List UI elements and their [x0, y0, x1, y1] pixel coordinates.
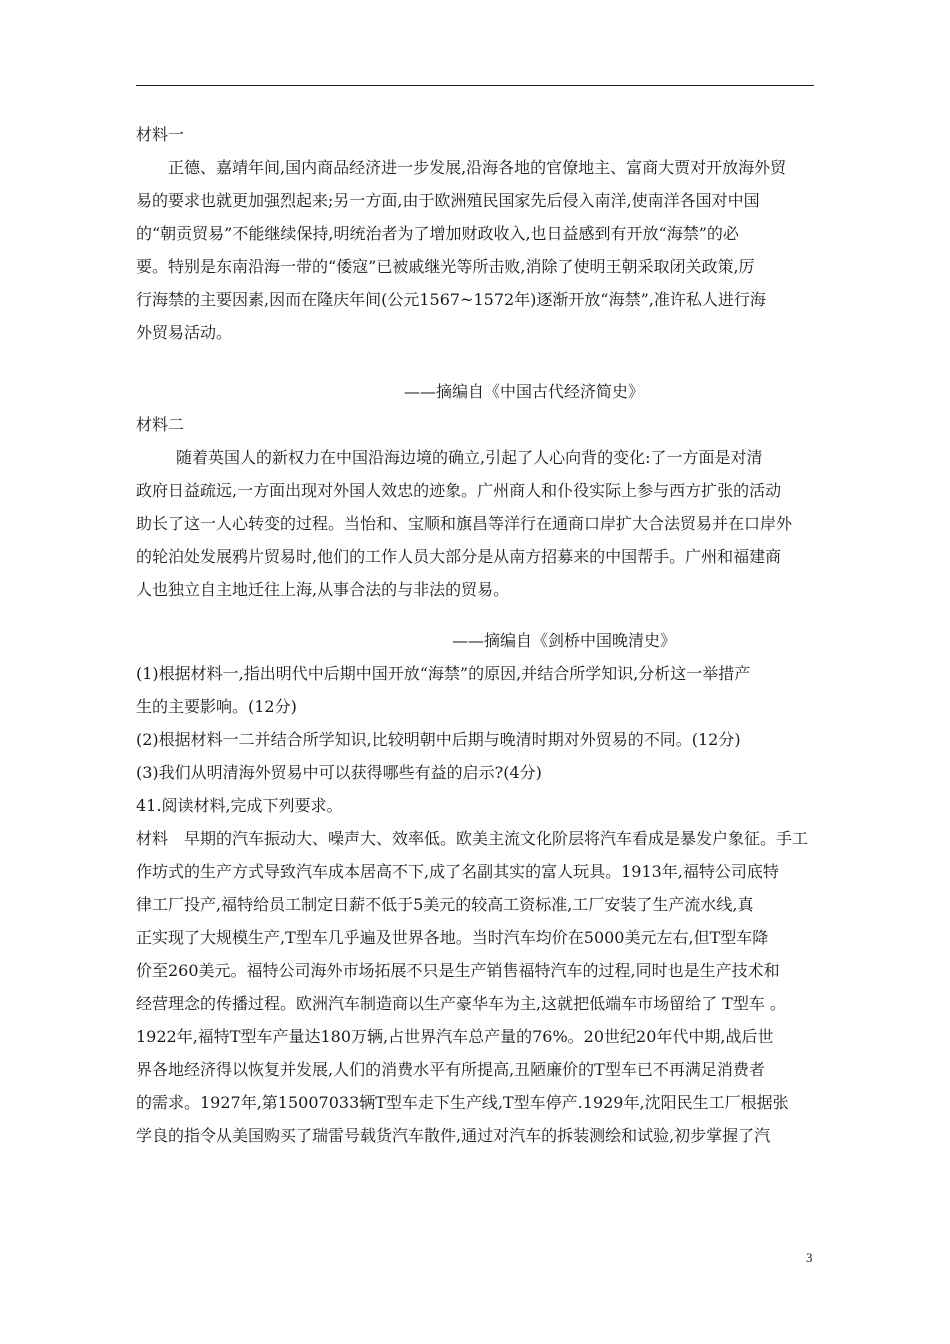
material-two-line: 的轮泊处发展鸦片贸易时,他们的工作人员大部分是从南方招募来的中国帮手。广州和福建商: [136, 547, 782, 566]
question-41-line: 材料 早期的汽车振动大、噪声大、效率低。欧美主流文化阶层将汽车看成是暴发户象征。手工: [136, 829, 809, 848]
material-two-source: ——摘编自《剑桥中国晚清史》: [452, 631, 677, 650]
material-two: [136, 408, 816, 606]
question-41-line: 律工厂投产,福特给员工制定日薪不低于5美元的较高工资标准,工厂安装了生产流水线,真: [136, 895, 754, 914]
question-line: (1)根据材料一,指出明代中后期中国开放“海禁”的原因,并结合所学知识,分析这一举措产: [136, 664, 751, 683]
question-41-line: 作坊式的生产方式导致汽车成本居高不下,成了名副其实的富人玩具。1913年,福特公司底特: [136, 862, 779, 881]
material-two-line: 助长了这一人心转变的过程。当怡和、宝顺和旗昌等洋行在通商口岸扩大合法贸易并在口岸外: [136, 514, 793, 533]
material-one-line: 外贸易活动。: [136, 323, 233, 342]
question-41: [136, 789, 816, 1152]
question-41-line: 正实现了大规模生产,T型车几乎遍及世界各地。当时汽车均价在5000美元左右,但T型车降: [136, 928, 769, 947]
material-one-line: 易的要求也就更加强烈起来;另一方面,由于欧洲殖民国家先后侵入南洋,使南洋各国对中国: [136, 191, 760, 210]
material-one: [136, 118, 816, 349]
material-two-line: 政府日益疏远,一方面出现对外国人效忠的迹象。广州商人和仆役实际上参与西方扩张的活动: [136, 481, 782, 500]
question-41-line: 界各地经济得以恢复并发展,人们的消费水平有所提高,丑陋廉价的T型车已不再满足消费者: [136, 1060, 765, 1079]
question-41-line: 的需求。1927年,第15007033辆T型车走下生产线,T型车停产.1929年,沈阳民生工厂根据张: [136, 1093, 789, 1112]
material-one-line: 的“朝贡贸易”不能继续保持,明统治者为了增加财政收入,也日益感到有开放“海禁”的必: [136, 224, 739, 243]
questions: [136, 657, 816, 789]
question-41-heading: 41.阅读材料,完成下列要求。: [136, 796, 343, 815]
question-line: 生的主要影响。(12分): [136, 697, 297, 716]
question-41-line: 学良的指令从美国购买了瑞雷号载货汽车散件,通过对汽车的拆装测绘和试验,初步掌握了汽: [136, 1126, 771, 1145]
question-41-line: 1922年,福特T型车产量达180万辆,占世界汽车总产量的76%。20世纪20年代中期,战后世: [136, 1027, 774, 1046]
page-number: 3: [806, 1250, 813, 1265]
material-one-line: 行海禁的主要因素,因而在隆庆年间(公元1567~1572年)逐渐开放“海禁”,准许私人进行海: [136, 290, 766, 309]
header-rule: [136, 85, 814, 86]
material-one-line: 正德、嘉靖年间,国内商品经济进一步发展,沿海各地的官僚地主、富商大贾对开放海外贸: [168, 158, 787, 177]
material-one-line: 要。特别是东南沿海一带的“倭寇”已被戚继光等所击败,消除了使明王朝采取闭关政策,厉: [136, 257, 755, 276]
question-41-line: 价至260美元。福特公司海外市场拓展不只是生产销售福特汽车的过程,同时也是生产技术和: [136, 961, 780, 980]
material-two-label: 材料二: [136, 415, 185, 434]
material-one-source: ——摘编自《中国古代经济简史》: [404, 382, 645, 401]
question-line: (3)我们从明清海外贸易中可以获得哪些有益的启示?(4分): [136, 763, 542, 782]
question-line: (2)根据材料一二并结合所学知识,比较明朝中后期与晚清时期对外贸易的不同。(12分): [136, 730, 741, 749]
question-41-line: 经营理念的传播过程。欧洲汽车制造商以生产豪华车为主,这就把低端车市场留给了 T型车 。: [136, 994, 786, 1013]
material-two-line: 随着英国人的新权力在中国沿海边境的确立,引起了人心向背的变化:了一方面是对清: [176, 448, 763, 467]
material-two-line: 人也独立自主地迁往上海,从事合法的与非法的贸易。: [136, 580, 510, 599]
material-one-label: 材料一: [136, 125, 185, 144]
